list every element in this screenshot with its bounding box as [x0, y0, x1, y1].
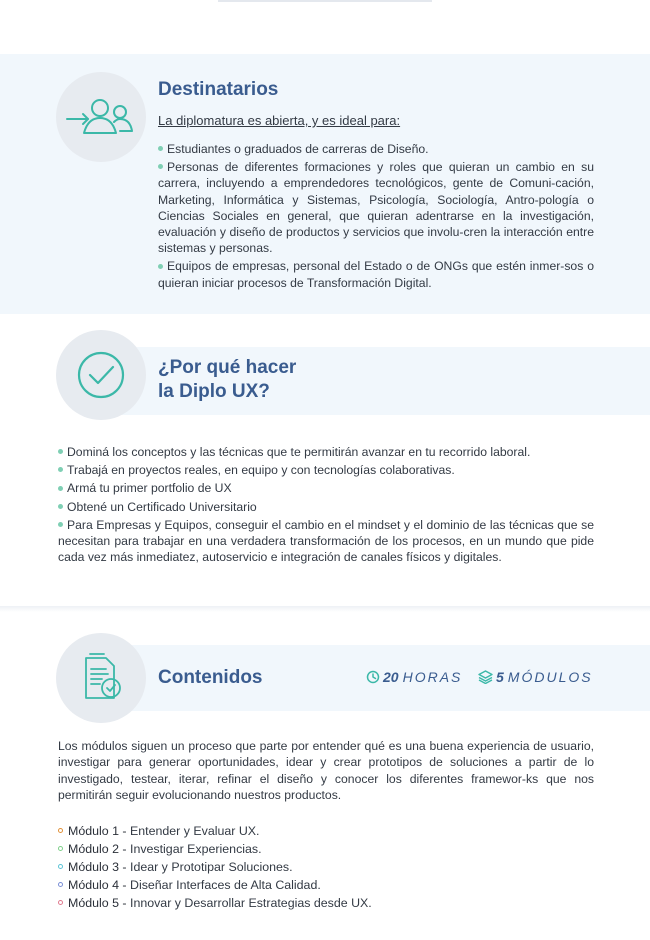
modules-stat: 5 MÓDULOS	[478, 669, 593, 685]
bullet-dot	[158, 264, 163, 269]
clock-icon	[366, 670, 380, 684]
contenidos-title: Contenidos	[158, 667, 263, 688]
hours-stat: 20 HORAS	[366, 669, 462, 685]
list-item: Obtené un Certificado Universitario	[58, 499, 594, 515]
list-item: Equipos de empresas, personal del Estado o de ONGs que estén inmer-sos o quieran iniciar procesos de Transformación Digital.	[158, 259, 594, 290]
list-item: Para Empresas y Equipos, conseguir el cambio en el mindset y el dominio de las técnicas que se necesitan para trabajar en una verdadera transformación de los procesos, en un mundo que pide cada vez más inmediatez, autoservicio e integración de canales físicos y digitales.	[58, 517, 594, 565]
bullet-dot	[58, 449, 63, 454]
list-item: Trabajá en proyectos reales, en equipo y con tecnologías colaborativas.	[58, 462, 594, 478]
module-bullet	[58, 828, 63, 833]
list-item: Módulo 4 - Diseñar Interfaces de Alta Calidad.	[58, 876, 372, 894]
porque-title: ¿Por qué hacer la Diplo UX?	[158, 357, 297, 402]
modules-list	[58, 822, 372, 912]
bullet-dot	[58, 522, 63, 527]
module-bullet	[58, 864, 63, 869]
bullet-dot	[58, 486, 63, 491]
list-item: Dominá los conceptos y las técnicas que te permitirán avanzar en tu recorrido laboral.	[58, 444, 594, 460]
contenidos-paragraph: Los módulos siguen un proceso que parte por entender qué es una buena experiencia de usuario, investigar para generar oportunidades, idear y crear prototipos de soluciones a partir de lo investigado, testear, iterar, refinar el diseño y conocer los diferentes framewor-ks que nos permitirán seguir evolucionando nuestros productos.	[58, 739, 594, 802]
porque-list	[58, 444, 594, 567]
module-bullet	[58, 900, 63, 905]
section-separator	[0, 606, 650, 612]
check-circle-icon	[56, 330, 146, 420]
module-bullet	[58, 882, 63, 887]
bullet-dot	[58, 504, 63, 509]
list-item: Armá tu primer portfolio de UX	[58, 480, 594, 496]
bullet-dot	[158, 146, 163, 151]
module-bullet	[58, 846, 63, 851]
list-item: Módulo 2 - Investigar Experiencias.	[58, 840, 372, 858]
list-item: Módulo 3 - Idear y Prototipar Soluciones.	[58, 858, 372, 876]
document-check-icon	[56, 633, 146, 723]
top-divider	[218, 0, 432, 2]
destinatarios-title: Destinatarios	[158, 79, 279, 100]
list-item: Módulo 1 - Entender y Evaluar UX.	[58, 822, 372, 840]
layers-icon	[478, 670, 493, 684]
bullet-dot	[158, 164, 163, 169]
destinatarios-list	[158, 141, 594, 293]
list-item: Estudiantes o graduados de carreras de Diseño.	[158, 141, 594, 157]
list-item: Personas de diferentes formaciones y roles que quieran un cambio en su carrera, incluyendo a emprendedores tecnológicos, gente de Comuni-cación, Marketing, Informática y Sistemas, Psicología, Sociología, Antro-pología o Ciencias Sociales en general, que quieran adentrarse en la investigación, evaluación y diseño de productos y servicios que involu-cren la interacción entre sistemas y personas.	[158, 160, 594, 256]
list-item: Módulo 5 - Innovar y Desarrollar Estrategias desde UX.	[58, 894, 372, 912]
bullet-dot	[58, 467, 63, 472]
destinatarios-subtitle: La diplomatura es abierta, y es ideal para:	[158, 113, 401, 128]
users-arrow-icon	[56, 72, 146, 162]
